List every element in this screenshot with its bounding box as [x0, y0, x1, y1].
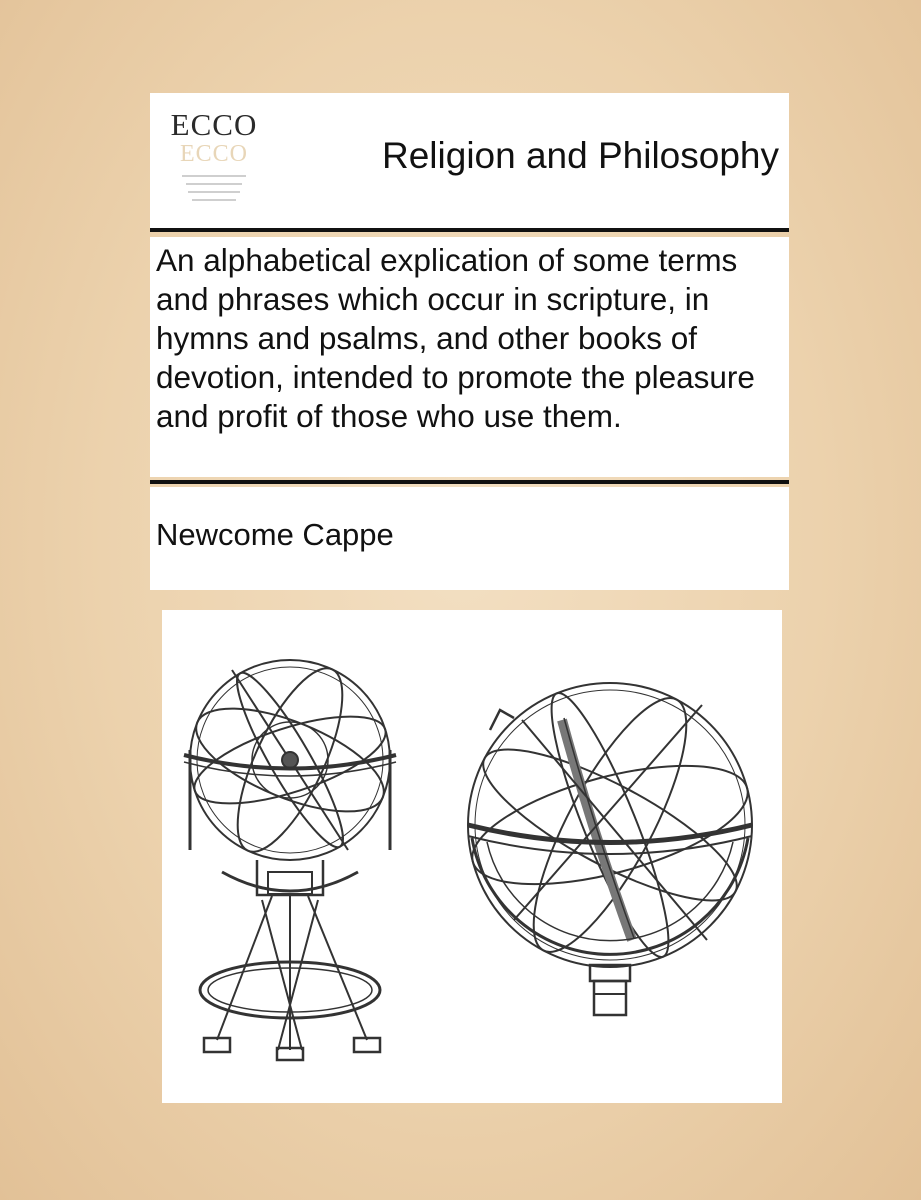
- ecco-logo: [168, 107, 260, 215]
- logo-fine-print-line: [182, 175, 246, 177]
- logo-fine-print-line: [188, 191, 240, 193]
- title-panel: [150, 237, 789, 477]
- author-name: Newcome Cappe: [156, 517, 394, 552]
- book-title: An alphabetical explication of some terms and phrases which occur in scripture, in hymns and psalms, and other books of devotion, intended to promote the pleasure and profit of those who use them.: [156, 242, 755, 434]
- ecco-logo-text: ECCO: [170, 107, 258, 142]
- series-title: Religion and Philosophy: [382, 135, 779, 176]
- header-panel: [150, 93, 789, 228]
- armillary-spheres-illustration: [162, 610, 782, 1103]
- logo-fine-print-line: [186, 183, 242, 185]
- divider-rule: [150, 228, 789, 232]
- author-panel: [150, 487, 789, 590]
- ecco-logo-shadow: ECCO: [179, 141, 248, 167]
- logo-fine-print-line: [192, 199, 236, 201]
- armillary-sphere-in-hemisphere-icon: [460, 680, 759, 1015]
- divider-rule: [150, 480, 789, 484]
- armillary-sphere-on-stand-icon: [183, 655, 397, 1060]
- illustration-panel: [162, 610, 782, 1103]
